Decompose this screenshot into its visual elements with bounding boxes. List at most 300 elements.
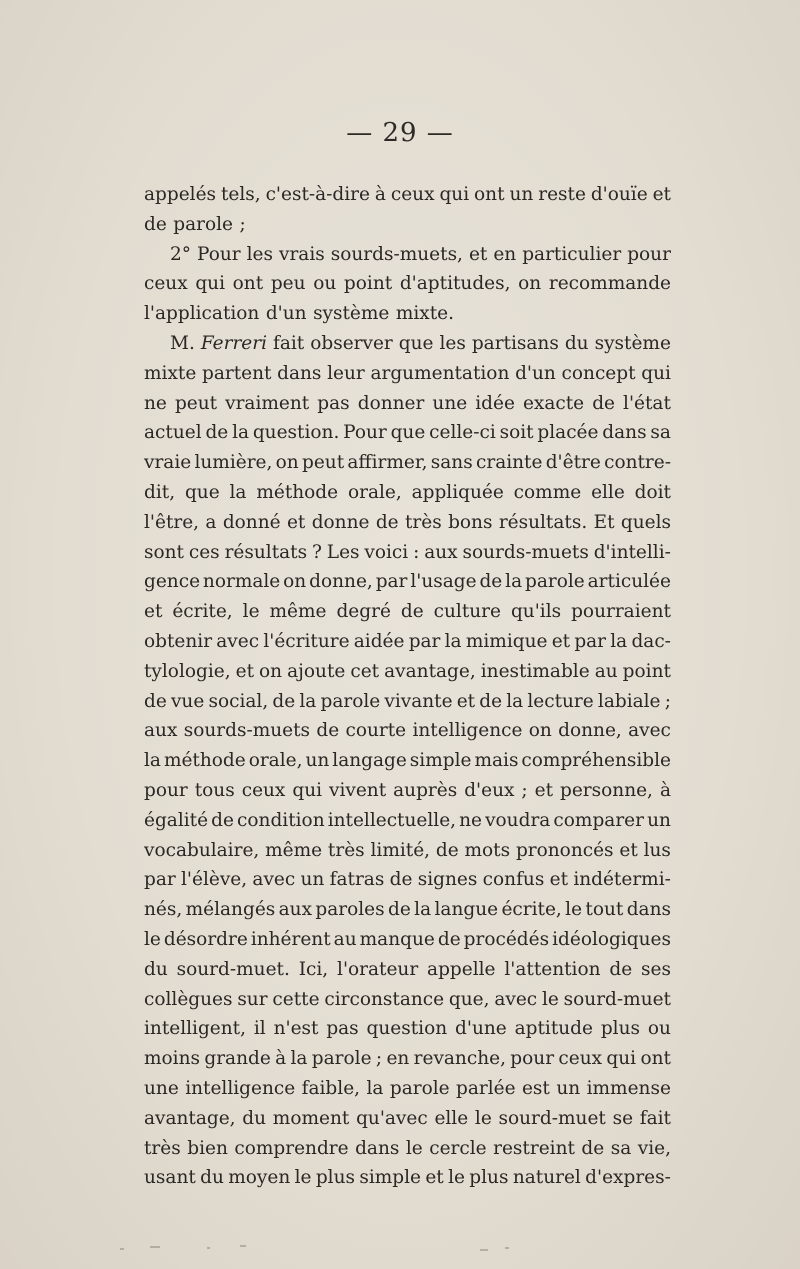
- word: particulier: [522, 243, 622, 265]
- word: on: [259, 660, 283, 682]
- word: appliquée: [411, 481, 504, 503]
- word: système: [594, 332, 671, 354]
- word: à: [659, 779, 671, 801]
- word: elle: [434, 1107, 469, 1129]
- word: sourd-muet: [498, 1107, 606, 1129]
- word: parole: [389, 1077, 450, 1099]
- word: un: [509, 184, 534, 205]
- word: point: [343, 273, 393, 295]
- word: ses: [641, 958, 671, 980]
- word: ne: [144, 392, 167, 414]
- word: écrite,: [172, 601, 233, 623]
- word: gence: [144, 571, 201, 593]
- word: intelligence: [185, 1077, 296, 1099]
- word: et: [425, 1167, 444, 1189]
- word: de: [592, 392, 615, 414]
- word: cercle: [429, 1137, 487, 1159]
- word: prononcés: [515, 839, 614, 861]
- word: le: [565, 899, 583, 921]
- text-line: [144, 716, 671, 746]
- word: restreint: [493, 1137, 575, 1159]
- word: mais: [474, 750, 519, 772]
- word: à: [275, 1048, 287, 1070]
- word: mélangés: [185, 899, 276, 921]
- word: comme: [513, 481, 582, 503]
- word: M.: [170, 332, 195, 354]
- word: question: [366, 1018, 448, 1040]
- text-line: [144, 687, 671, 717]
- word: orale,: [347, 481, 402, 503]
- word: parole: [311, 1048, 372, 1070]
- word: et: [235, 660, 255, 682]
- word: pas: [326, 1018, 359, 1040]
- word: vivent: [329, 779, 387, 801]
- text-line: [144, 329, 671, 359]
- word: qui: [606, 1048, 637, 1070]
- word: avantage,: [384, 660, 476, 682]
- word: reste: [538, 184, 586, 205]
- word: parole: [525, 571, 585, 593]
- word: avec: [216, 630, 260, 652]
- word: ont: [474, 184, 505, 205]
- word: de: [435, 839, 459, 861]
- word: moment: [272, 1107, 350, 1129]
- word: culture: [433, 601, 501, 623]
- word: mimique: [465, 630, 548, 652]
- word: ajoute: [287, 660, 346, 682]
- word: de: [581, 1137, 605, 1159]
- word: et: [551, 630, 571, 652]
- word: inhérent: [250, 928, 331, 950]
- word: avantage,: [144, 1107, 236, 1129]
- text-line: [144, 955, 671, 985]
- word: par: [144, 869, 176, 891]
- word: qui: [292, 779, 323, 801]
- word: aux: [278, 899, 313, 921]
- word: l'être,: [144, 511, 200, 533]
- word: on: [283, 571, 307, 593]
- word: très: [404, 511, 442, 533]
- word: ;: [664, 690, 671, 712]
- word: tout: [585, 899, 624, 921]
- text-line: [144, 1044, 671, 1074]
- word: désordre: [163, 928, 248, 950]
- word: dans: [355, 1137, 400, 1159]
- word: même: [265, 839, 323, 861]
- word: fatras: [329, 869, 385, 891]
- word: et: [534, 779, 554, 801]
- word: recommande: [548, 273, 671, 295]
- text-line: [144, 865, 671, 895]
- word: de: [211, 809, 234, 831]
- word: au: [594, 660, 618, 682]
- word: de: [375, 511, 399, 533]
- word: moins: [144, 1048, 201, 1070]
- word: que: [184, 481, 220, 503]
- word: qui: [439, 184, 470, 205]
- word: sans: [430, 452, 473, 474]
- word: et: [549, 869, 569, 891]
- word: sur: [237, 988, 268, 1010]
- word: signes: [417, 869, 478, 891]
- word: de: [389, 869, 413, 891]
- word: le: [448, 1167, 465, 1189]
- word: l'état: [623, 392, 671, 414]
- word: par: [574, 630, 607, 652]
- word: que,: [448, 988, 490, 1010]
- word: ;: [521, 779, 528, 801]
- word: celle-ci: [429, 422, 496, 444]
- word: la: [144, 750, 161, 772]
- page-number: — 29 —: [346, 118, 454, 148]
- word: de: [272, 690, 296, 712]
- word: au: [333, 928, 357, 950]
- word: sourd-muet.: [176, 958, 290, 980]
- word: plus: [469, 1167, 509, 1189]
- text-line: [144, 806, 671, 836]
- word: dans: [277, 362, 322, 384]
- text-line: [144, 478, 671, 508]
- word: indétermi-: [573, 869, 671, 891]
- word: d'un: [515, 362, 556, 384]
- word: normale: [202, 571, 281, 593]
- word: l'attention: [504, 958, 601, 980]
- word: donné: [222, 511, 281, 533]
- word: vivante: [384, 690, 453, 712]
- text-line: [144, 627, 671, 657]
- text-line: [144, 538, 671, 568]
- word: dit,: [144, 481, 176, 503]
- word: pour: [627, 243, 671, 265]
- word: système: [313, 303, 390, 325]
- word: en: [493, 243, 517, 265]
- word: crainte: [475, 452, 543, 474]
- word: vue: [170, 690, 205, 712]
- word: idée: [475, 392, 515, 414]
- word: voici: [364, 541, 409, 563]
- word: lumière,: [194, 452, 273, 474]
- text-line: [144, 1134, 671, 1164]
- word: voudra: [485, 809, 551, 831]
- word: la: [299, 690, 317, 712]
- word: cette: [272, 988, 320, 1010]
- text-line: [144, 1014, 671, 1044]
- word: ceux: [241, 779, 286, 801]
- word: pourraient: [571, 601, 671, 623]
- word: n'est: [273, 1018, 319, 1040]
- word: ces: [188, 541, 220, 563]
- text-line: [144, 210, 671, 240]
- word: partent: [201, 362, 272, 384]
- word: paroles: [315, 899, 385, 921]
- word: il: [253, 1018, 266, 1040]
- word: on: [275, 452, 299, 474]
- word: avec: [628, 720, 671, 742]
- word: résultats: [224, 541, 308, 563]
- text-line: [144, 1074, 671, 1104]
- word: idéologiques: [552, 928, 671, 950]
- word: du: [144, 958, 168, 980]
- word: immense: [586, 1077, 671, 1099]
- word: de: [479, 571, 503, 593]
- word: Ici,: [298, 958, 329, 980]
- word: plus: [315, 1167, 355, 1189]
- word: bien: [187, 1137, 228, 1159]
- word: limité,: [370, 839, 431, 861]
- text-line: [144, 508, 671, 538]
- word: fait: [639, 1107, 671, 1129]
- word: Les: [326, 541, 360, 563]
- italic-name: Ferreri: [200, 332, 267, 354]
- word: condition: [237, 809, 325, 831]
- text-line: [144, 180, 671, 210]
- text-line: [144, 240, 671, 270]
- word: intelligence: [412, 720, 523, 742]
- word: degré: [336, 601, 391, 623]
- word: Pour: [343, 422, 387, 444]
- word: la: [505, 571, 523, 593]
- word: et: [456, 690, 476, 712]
- text-line: [144, 1163, 671, 1193]
- word: faible,: [301, 1077, 361, 1099]
- word: la: [506, 690, 524, 712]
- word: de: [316, 720, 340, 742]
- scan-specks: [0, 1240, 800, 1260]
- word: la: [414, 899, 432, 921]
- word: langue: [434, 899, 499, 921]
- word: qui: [195, 273, 226, 295]
- word: partisans: [471, 332, 559, 354]
- word: Pour: [197, 243, 241, 265]
- word: à: [374, 184, 386, 205]
- word: une: [144, 1077, 179, 1099]
- word: la: [610, 630, 628, 652]
- word: le: [541, 988, 559, 1010]
- word: social,: [208, 690, 269, 712]
- word: vraie: [144, 452, 192, 474]
- word: un: [300, 869, 325, 891]
- word: courte: [345, 720, 407, 742]
- word: contre-: [604, 452, 671, 474]
- text-line: [144, 448, 671, 478]
- word: de: [400, 601, 424, 623]
- word: on: [518, 273, 542, 295]
- word: sa: [610, 1137, 632, 1159]
- word: et: [619, 839, 638, 861]
- word: le: [144, 928, 161, 950]
- word: parole: [320, 690, 381, 712]
- word: ceux: [558, 1048, 603, 1070]
- word: la: [229, 481, 247, 503]
- word: comprendre: [234, 1137, 349, 1159]
- text-line: [144, 567, 671, 597]
- word: sourds-muets: [462, 541, 589, 563]
- word: avec: [252, 869, 296, 891]
- text-line: [144, 1104, 671, 1134]
- word: exacte: [522, 392, 585, 414]
- word: qui: [641, 362, 671, 384]
- word: la: [366, 1077, 384, 1099]
- word: est: [521, 1077, 550, 1099]
- word: le: [405, 1137, 423, 1159]
- word: lecture: [527, 690, 594, 712]
- word: actuel: [144, 422, 202, 444]
- word: simple: [409, 750, 472, 772]
- word: que: [398, 332, 434, 354]
- word: compréhensible: [521, 750, 671, 772]
- word: avec: [494, 988, 538, 1010]
- word: question.: [252, 422, 340, 444]
- word: ceux: [144, 273, 188, 295]
- word: l'orateur: [337, 958, 419, 980]
- word: l'écriture: [263, 630, 350, 652]
- word: point: [622, 660, 671, 682]
- word: grande: [204, 1048, 271, 1070]
- text-line: [144, 985, 671, 1015]
- word: pour: [510, 1048, 555, 1070]
- word: langage: [332, 750, 407, 772]
- word: même: [269, 601, 327, 623]
- word: sont: [144, 541, 184, 563]
- word: appelle: [427, 958, 496, 980]
- word: inestimable: [480, 660, 590, 682]
- word: un: [647, 809, 671, 831]
- word: par: [375, 571, 408, 593]
- word: soit: [499, 422, 534, 444]
- word: ceux: [390, 184, 435, 205]
- word: méthode: [256, 481, 339, 503]
- word: et: [652, 184, 671, 205]
- word: de: [479, 690, 503, 712]
- word: sa: [650, 422, 671, 444]
- word: dans: [602, 422, 647, 444]
- word: de: [388, 899, 411, 921]
- word: pas: [317, 392, 350, 414]
- text-line: [144, 389, 671, 419]
- word: simple: [359, 1167, 421, 1189]
- word: ?: [311, 541, 322, 563]
- word: ;: [375, 1048, 383, 1070]
- word: les: [246, 243, 273, 265]
- word: lus: [643, 839, 671, 861]
- word: écrite,: [501, 899, 562, 921]
- text-line: [144, 895, 671, 925]
- word: le: [294, 1167, 312, 1189]
- word: très: [327, 839, 365, 861]
- text-line: [144, 657, 671, 687]
- word: de: [437, 928, 461, 950]
- word: méthode: [163, 750, 246, 772]
- word: revanche,: [413, 1048, 506, 1070]
- word: labiale: [597, 690, 661, 712]
- word: auprès: [393, 779, 458, 801]
- word: cet: [350, 660, 380, 682]
- word: confus: [482, 869, 545, 891]
- word: d'une: [455, 1018, 507, 1040]
- word: et: [468, 243, 488, 265]
- word: vocabulaire,: [144, 839, 260, 861]
- word: de: [205, 422, 229, 444]
- word: Et: [593, 511, 615, 533]
- word: quels: [620, 511, 671, 533]
- word: et: [144, 601, 163, 623]
- word: c'est-à-dire: [265, 184, 370, 205]
- word: affirmer,: [347, 452, 428, 474]
- word: ou: [647, 1018, 671, 1040]
- text-line: [144, 836, 671, 866]
- word: résultats.: [498, 511, 588, 533]
- word: très: [144, 1137, 181, 1159]
- word: qu'avec: [356, 1107, 428, 1129]
- word: les: [439, 332, 466, 354]
- word: la: [444, 630, 462, 652]
- word: nés,: [144, 899, 183, 921]
- word: peu: [270, 273, 306, 295]
- word: peut: [174, 392, 218, 414]
- body-text: [144, 180, 671, 1193]
- text-line: [144, 269, 671, 299]
- text-line: [144, 746, 671, 776]
- word: l'élève,: [181, 869, 248, 891]
- word: ont: [232, 273, 264, 295]
- word: du: [564, 332, 589, 354]
- word: collègues: [144, 988, 233, 1010]
- word: sourds-muets: [183, 720, 311, 742]
- word: en: [386, 1048, 410, 1070]
- word: dans: [626, 899, 671, 921]
- word: ou: [313, 273, 337, 295]
- word: d'intelli-: [593, 541, 671, 563]
- word: de: [144, 690, 167, 712]
- word: bons: [448, 511, 493, 533]
- word: sourds-muets,: [330, 243, 463, 265]
- word: placée: [537, 422, 599, 444]
- word: tylologie,: [144, 660, 231, 682]
- word: et: [286, 511, 306, 533]
- word: ;: [239, 213, 246, 235]
- word: dac-: [631, 630, 671, 652]
- word: doit: [634, 481, 671, 503]
- text-line: [144, 418, 671, 448]
- word: usant: [144, 1167, 196, 1189]
- word: aux: [144, 720, 178, 742]
- word: d'expres-: [585, 1167, 671, 1189]
- word: égalité: [144, 809, 209, 831]
- word: manque: [359, 928, 435, 950]
- word: la: [232, 422, 250, 444]
- word: naturel: [512, 1167, 581, 1189]
- word: :: [413, 541, 420, 563]
- word: observer: [310, 332, 393, 354]
- word: de: [144, 213, 167, 235]
- word: le: [474, 1107, 492, 1129]
- word: intellectuelle,: [327, 809, 457, 831]
- text-line: [144, 299, 671, 329]
- word: donner: [357, 392, 425, 414]
- word: peut: [301, 452, 345, 474]
- word: circonstance: [324, 988, 445, 1010]
- word: obtenir: [144, 630, 213, 652]
- word: concept: [561, 362, 636, 384]
- word: d'ouïe: [590, 184, 648, 205]
- word: vraiment: [225, 392, 310, 414]
- word: du: [200, 1167, 224, 1189]
- word: que: [390, 422, 426, 444]
- word: vie,: [637, 1137, 671, 1159]
- word: la: [290, 1048, 308, 1070]
- word: vrais: [279, 243, 325, 265]
- word: a: [205, 511, 217, 533]
